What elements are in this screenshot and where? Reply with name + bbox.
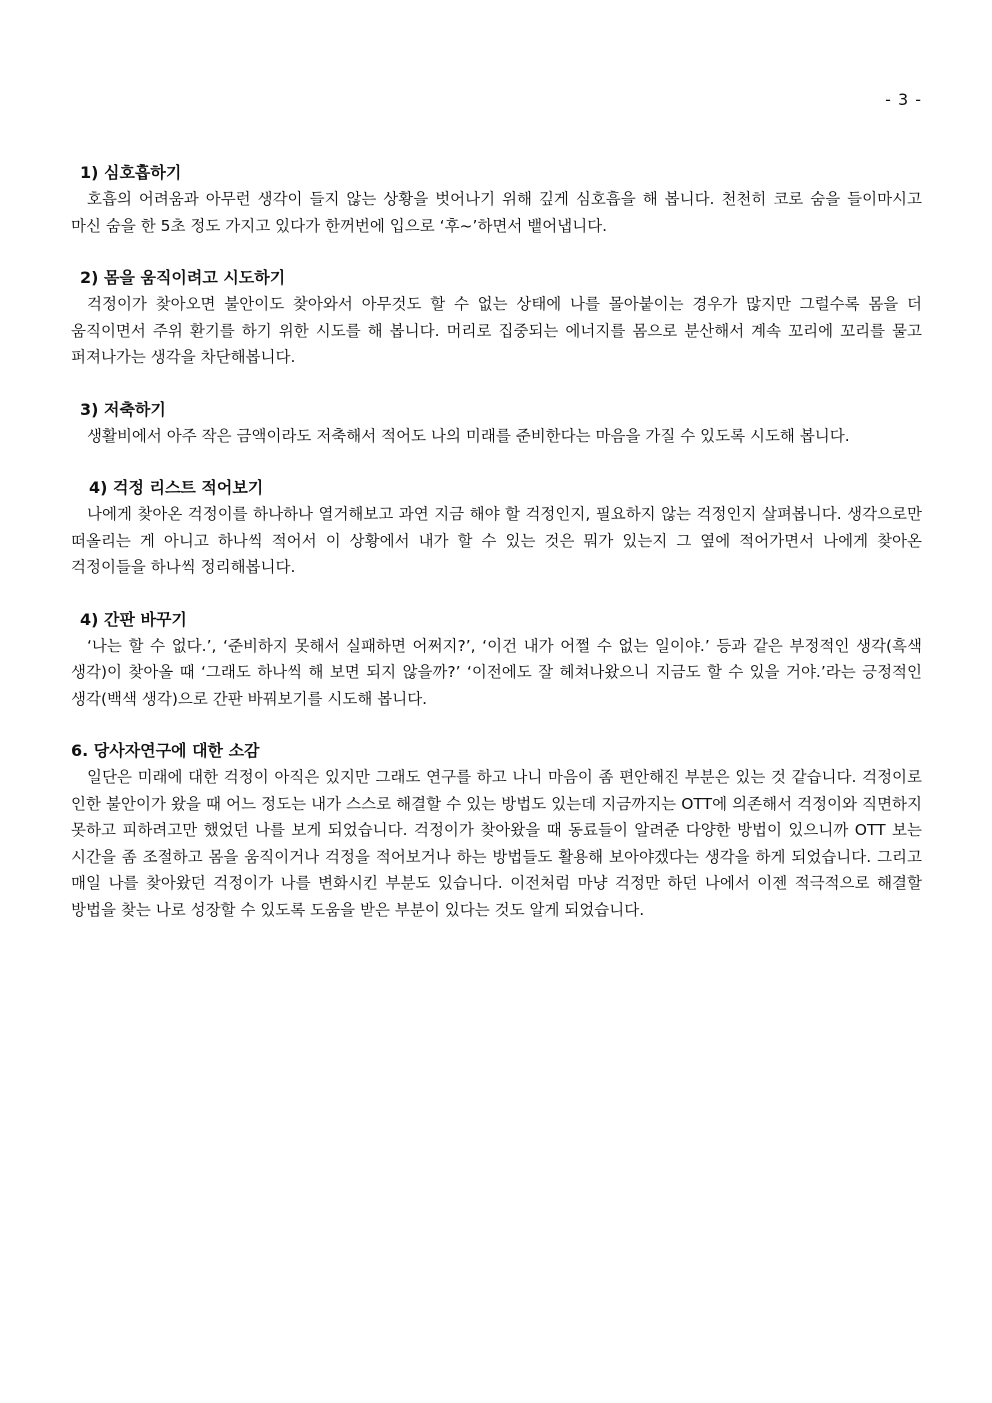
section-heading: 4) 간판 바꾸기 <box>80 609 187 629</box>
section-reflection <box>71 738 922 923</box>
section-heading: 4) 걱정 리스트 적어보기 <box>89 478 264 497</box>
section-move-body <box>71 265 922 371</box>
section-change-signboard <box>71 607 922 713</box>
section-heading: 3) 저축하기 <box>80 399 166 419</box>
page-number: - 3 - <box>885 90 922 109</box>
section-heading: 2) 몸을 움직이려고 시도하기 <box>80 268 286 287</box>
section-heading: 1) 심호흡하기 <box>80 163 182 182</box>
section-paragraph: 나에게 찾아온 걱정이를 하나하나 열거해보고 과연 지금 해야 할 걱정인지, 필요하지 않는 걱정인지 살펴봅니다. 생각으로만 떠올리는 게 아니고 하나씩 적어서 이 상황에서 내가 할 수 있는 것은 뭐가 있는지 그 옆에 적어가면서 나에게 찾아온 걱정이들을 하나씩 정리해봅니다. <box>71 505 922 576</box>
section-paragraph: 호흡의 어려움과 아무런 생각이 들지 않는 상황을 벗어나기 위해 깊게 심호흡을 해 봅니다. 천천히 코로 숨을 들이마시고 마신 숨을 한 5초 정도 가지고 있다가 한꺼번에 입으로 ‘후~’하면서 뱉어냅니다. <box>71 190 922 235</box>
section-paragraph: 일단은 미래에 대한 걱정이 아직은 있지만 그래도 연구를 하고 나니 마음이 좀 편안해진 부분은 있는 것 같습니다. 걱정이로 인한 불안이가 왔을 때 어느 정도는 내가 스스로 해결할 수 있는 방법도 있는데 지금까지는 OTT에 의존해서 걱정이와 직면하지 못하고 피하려고만 했었던 나를 보게 되었습니다. 걱정이가 찾아왔을 때 동료들이 알려준 다양한 방법이 있으니까 OTT 보는 시간을 좀 조절하고 몸을 움직이거나 걱정을 적어보거나 하는 방법들도 활용해 보아야겠다는 생각을 하게 되었습니다. 그리고 매일 나를 찾아왔던 걱정이가 나를 변화시킨 부분도 있습니다. 이전처럼 마냥 걱정만 하던 나에서 이젠 적극적으로 해결할 방법을 찾는 나로 성장할 수 있도록 도움을 받은 부분이 있다는 것도 알게 되었습니다. <box>71 768 922 919</box>
section-paragraph: ‘나는 할 수 없다.’, ‘준비하지 못해서 실패하면 어쩌지?’, ‘이건 내가 어쩔 수 없는 일이야.’ 등과 같은 부정적인 생각(흑색 생각)이 찾아올 때 ‘그래도 하나씩 해 보면 되지 않을까?’ ‘이전에도 잘 헤쳐나왔으니 지금도 할 수 있을 거야.’라는 긍정적인 생각(백색 생각)으로 간판 바꿔보기를 시도해 봅니다. <box>71 636 922 708</box>
document-body <box>71 160 922 949</box>
section-deep-breathing <box>71 160 922 239</box>
section-paragraph: 생활비에서 아주 작은 금액이라도 저축해서 적어도 나의 미래를 준비한다는 마음을 가질 수 있도록 시도해 봅니다. <box>87 426 850 445</box>
section-paragraph: 걱정이가 찾아오면 불안이도 찾아와서 아무것도 할 수 없는 상태에 나를 몰아붙이는 경우가 많지만 그럴수록 몸을 더 움직이면서 주위 환기를 하기 위한 시도를 해 봅니다. 머리로 집중되는 에너지를 몸으로 분산해서 계속 꼬리에 꼬리를 물고 퍼져나가는 생각을 차단해봅니다. <box>71 295 922 366</box>
section-saving <box>71 397 922 450</box>
section-heading: 6. 당사자연구에 대한 소감 <box>71 741 260 760</box>
section-worry-list <box>71 475 922 581</box>
